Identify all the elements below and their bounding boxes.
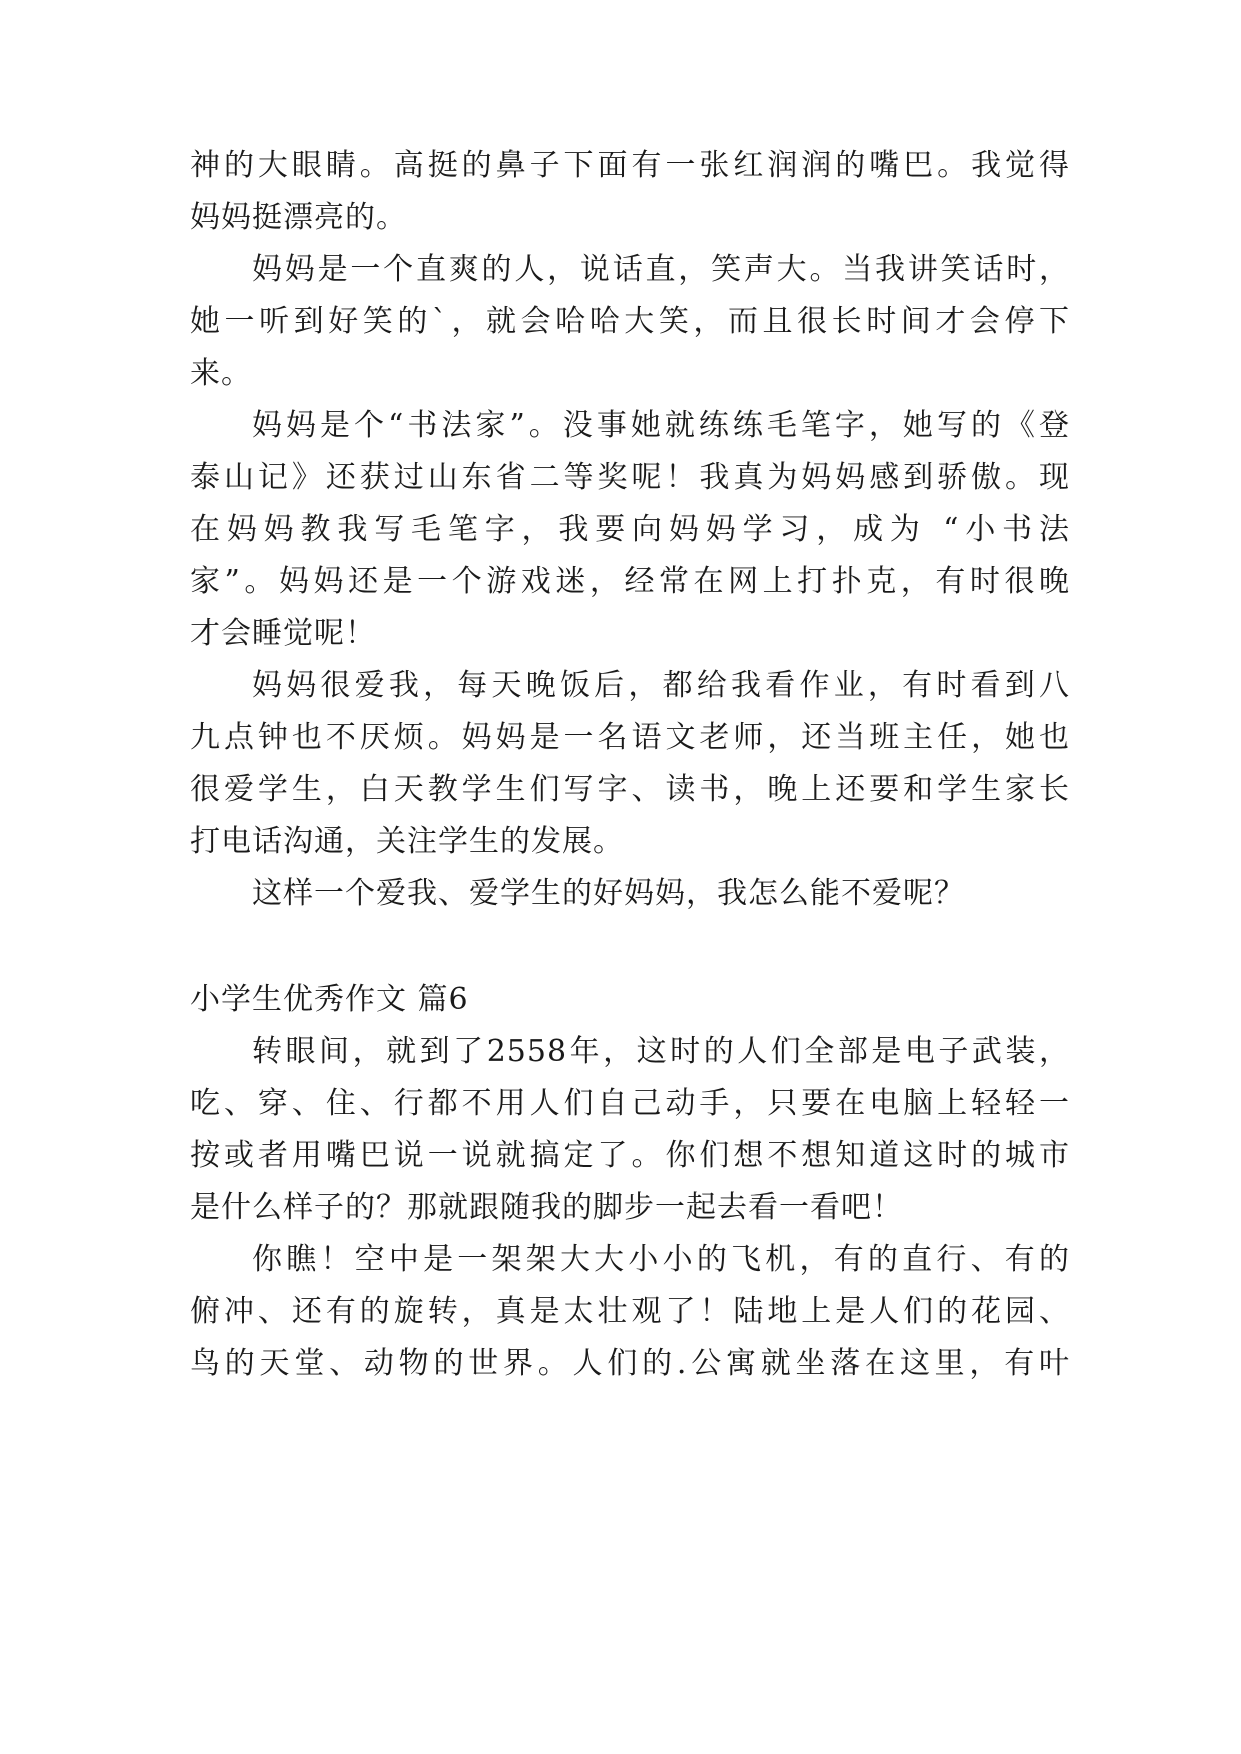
essay5-line-6: 妈妈是个“书法家”。没事她就练练毛笔字，她写的《登	[252, 408, 1070, 443]
essay5-line-8: 在妈妈教我写毛笔字，我要向妈妈学习，成为 “小书法	[190, 512, 1070, 547]
essay6-line-6: 俯冲、还有的旋转，真是太壮观了！陆地上是人们的花园、	[190, 1294, 1070, 1329]
essay5-line-4: 她一听到好笑的`，就会哈哈大笑，而且很长时间才会停下	[190, 304, 1070, 339]
essay5-line-7: 泰山记》还获过山东省二等奖呢！我真为妈妈感到骄傲。现	[190, 460, 1070, 495]
essay5-line-10: 才会睡觉呢！	[190, 616, 376, 651]
essay6-line-4: 是什么样子的？那就跟随我的脚步一起去看一看吧！	[190, 1190, 903, 1225]
essay6-line-2: 吃、穿、住、行都不用人们自己动手，只要在电脑上轻轻一	[190, 1086, 1070, 1121]
essay5-line-12: 九点钟也不厌烦。妈妈是一名语文老师，还当班主任，她也	[190, 720, 1070, 755]
essay5-line-11: 妈妈很爱我，每天晚饭后，都给我看作业，有时看到八	[252, 668, 1070, 703]
essay5-line-9: 家”。妈妈还是一个游戏迷，经常在网上打扑克，有时很晚	[190, 564, 1070, 599]
essay5-line-14: 打电话沟通，关注学生的发展。	[190, 824, 624, 859]
essay6-line-7: 鸟的天堂、动物的世界。人们的.公寓就坐落在这里，有叶	[190, 1346, 1070, 1381]
essay5-line-15: 这样一个爱我、爱学生的好妈妈，我怎么能不爱呢？	[252, 876, 965, 911]
essay5-line-1: 神的大眼睛。高挺的鼻子下面有一张红润润的嘴巴。我觉得	[190, 148, 1070, 183]
essay6-line-1: 转眼间，就到了2558年，这时的人们全部是电子武装，	[252, 1034, 1070, 1069]
essay5-line-13: 很爱学生，白天教学生们写字、读书，晚上还要和学生家长	[190, 772, 1070, 807]
essay5-line-2: 妈妈挺漂亮的。	[190, 200, 407, 235]
essay6-line-3: 按或者用嘴巴说一说就搞定了。你们想不想知道这时的城市	[190, 1138, 1070, 1173]
essay5-line-3: 妈妈是一个直爽的人，说话直，笑声大。当我讲笑话时，	[252, 252, 1070, 287]
essay6-heading: 小学生优秀作文 篇6	[190, 982, 469, 1017]
essay5-line-5: 来。	[190, 356, 252, 391]
essay6-line-5: 你瞧！空中是一架架大大小小的飞机，有的直行、有的	[252, 1242, 1070, 1277]
